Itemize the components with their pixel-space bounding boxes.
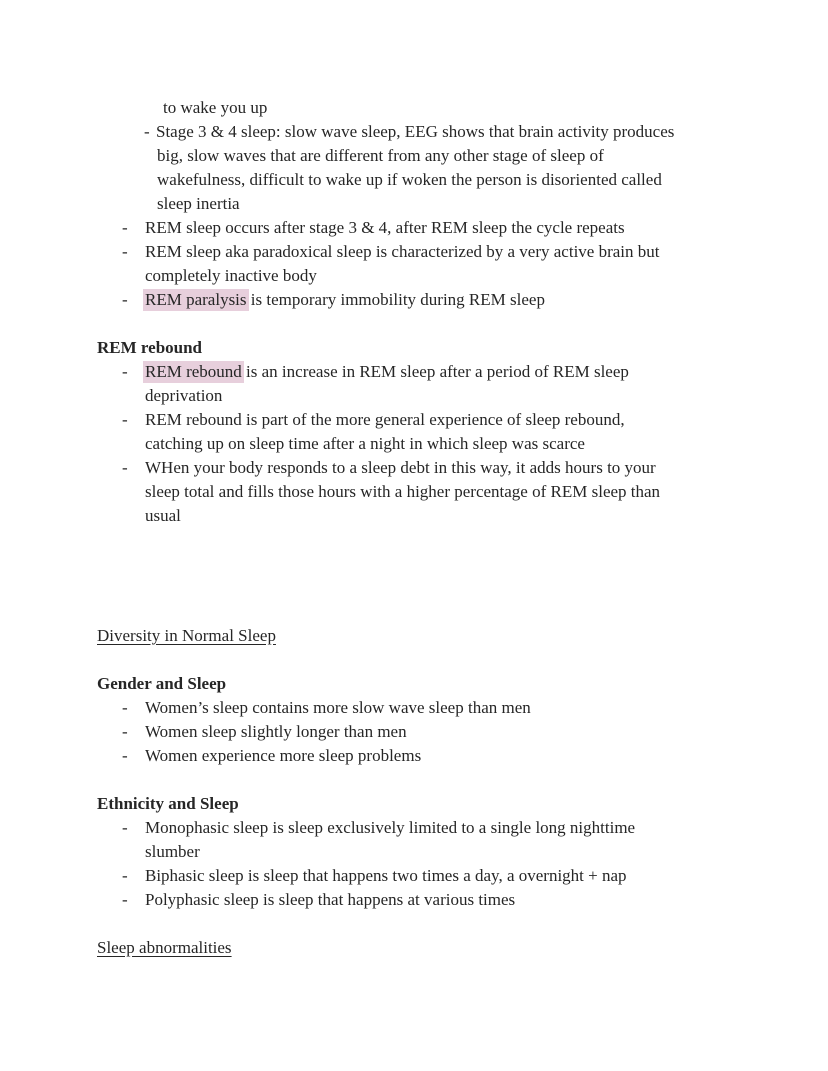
heading-text [97, 792, 803, 816]
bullet-dash: - [122, 362, 128, 381]
bullet-dash: - [122, 890, 128, 909]
heading-text [97, 672, 803, 696]
text-segment: to wake you up [163, 98, 268, 117]
text-segment: Women experience more sleep problems [145, 746, 422, 765]
bullet-line [97, 360, 803, 384]
bullet-dash: - [144, 122, 150, 141]
text-segment: sleep total and fills those hours with a higher percentage of REM sleep than [145, 482, 661, 501]
text-segment: REM sleep aka paradoxical sleep is characterized by a very active brain but [145, 242, 660, 261]
text-segment: REM sleep occurs after stage 3 & 4, after REM sleep the cycle repeats [145, 218, 625, 237]
line-text [97, 840, 803, 864]
text-segment: sleep inertia [157, 194, 240, 213]
bullet-continuation-line [97, 384, 803, 408]
text-segment: big, slow waves that are different from any other stage of sleep of [157, 146, 604, 165]
line-text [97, 744, 803, 768]
bullet-dash: - [122, 242, 128, 261]
line-text [97, 696, 803, 720]
bullet-dash: - [122, 218, 128, 237]
bullet-dash: - [122, 866, 128, 885]
underlined-heading [97, 624, 803, 648]
sub-bullet-continuation-line [97, 168, 803, 192]
text-segment: REM rebound is part of the more general experience of sleep rebound, [145, 410, 625, 429]
text-segment: Ethnicity and Sleep [97, 794, 239, 813]
text-segment: wakefulness, difficult to wake up if woken the person is disoriented called [157, 170, 662, 189]
line-text [97, 720, 803, 744]
highlighted-text: REM rebound [145, 362, 242, 381]
blank-line [97, 768, 803, 792]
text-segment: usual [145, 506, 181, 525]
text-segment: Polyphasic sleep is sleep that happens at various times [145, 890, 516, 909]
text-segment: Monophasic sleep is sleep exclusively limited to a single long nighttime [145, 818, 636, 837]
line-text [97, 240, 803, 264]
line-text [97, 288, 803, 312]
bullet-line [97, 888, 803, 912]
bullet-line [97, 456, 803, 480]
bullet-line [97, 816, 803, 840]
blank-line [97, 576, 803, 600]
line-text [97, 120, 803, 144]
text-segment: REM rebound [97, 338, 203, 357]
continuation-line [97, 96, 803, 120]
text-segment: Sleep abnormalities [97, 938, 232, 957]
text-segment: is temporary immobility during REM sleep [246, 290, 545, 309]
bullet-line [97, 744, 803, 768]
bullet-dash: - [122, 410, 128, 429]
bullet-continuation-line [97, 504, 803, 528]
text-segment: slumber [145, 842, 200, 861]
section-heading [97, 336, 803, 360]
text-segment: is an increase in REM sleep after a period of REM sleep [241, 362, 629, 381]
line-text [97, 816, 803, 840]
text-segment: Women’s sleep contains more slow wave sleep than men [145, 698, 531, 717]
sub-bullet-line [97, 120, 803, 144]
line-text [97, 408, 803, 432]
text-segment: completely inactive body [145, 266, 317, 285]
bullet-dash: - [122, 746, 128, 765]
line-text [97, 264, 803, 288]
text-segment: Stage 3 & 4 sleep: slow wave sleep, EEG shows that brain activity produces [156, 122, 675, 141]
bullet-dash: - [122, 818, 128, 837]
line-text [97, 864, 803, 888]
sub-bullet-continuation-line [97, 192, 803, 216]
bullet-line [97, 240, 803, 264]
highlighted-text: REM paralysis [145, 290, 247, 309]
bullet-dash: - [122, 722, 128, 741]
blank-line [97, 600, 803, 624]
heading-text [97, 936, 803, 960]
line-text [97, 888, 803, 912]
line-text [97, 216, 803, 240]
sub-bullet-continuation-line [97, 144, 803, 168]
bullet-continuation-line [97, 840, 803, 864]
blank-line [97, 552, 803, 576]
section-heading [97, 792, 803, 816]
bullet-line [97, 408, 803, 432]
text-segment: catching up on sleep time after a night in which sleep was scarce [145, 434, 585, 453]
bullet-continuation-line [97, 264, 803, 288]
line-text [97, 360, 803, 384]
line-text [97, 480, 803, 504]
bullet-continuation-line [97, 432, 803, 456]
bullet-line [97, 720, 803, 744]
bullet-line [97, 864, 803, 888]
bullet-dash: - [122, 698, 128, 717]
line-text [97, 144, 803, 168]
line-text [97, 384, 803, 408]
blank-line [97, 912, 803, 936]
blank-line [97, 648, 803, 672]
section-heading [97, 672, 803, 696]
underlined-heading [97, 936, 803, 960]
bullet-continuation-line [97, 480, 803, 504]
bullet-dash: - [122, 290, 128, 309]
blank-line [97, 528, 803, 552]
bullet-dash: - [122, 458, 128, 477]
text-segment: Gender and Sleep [97, 674, 227, 693]
line-text [97, 168, 803, 192]
text-segment: deprivation [145, 386, 223, 405]
text-segment: WHen your body responds to a sleep debt in this way, it adds hours to your [145, 458, 656, 477]
heading-text [97, 336, 803, 360]
bullet-line [97, 288, 803, 312]
text-segment: Biphasic sleep is sleep that happens two times a day, a overnight + nap [145, 866, 627, 885]
line-text [97, 432, 803, 456]
bullet-line [97, 696, 803, 720]
document-content [97, 96, 803, 960]
text-segment: Women sleep slightly longer than men [145, 722, 407, 741]
line-text [97, 96, 803, 120]
bullet-line [97, 216, 803, 240]
line-text [97, 504, 803, 528]
heading-text [97, 624, 803, 648]
text-segment: Diversity in Normal Sleep [97, 626, 276, 645]
line-text [97, 456, 803, 480]
line-text [97, 192, 803, 216]
blank-line [97, 312, 803, 336]
